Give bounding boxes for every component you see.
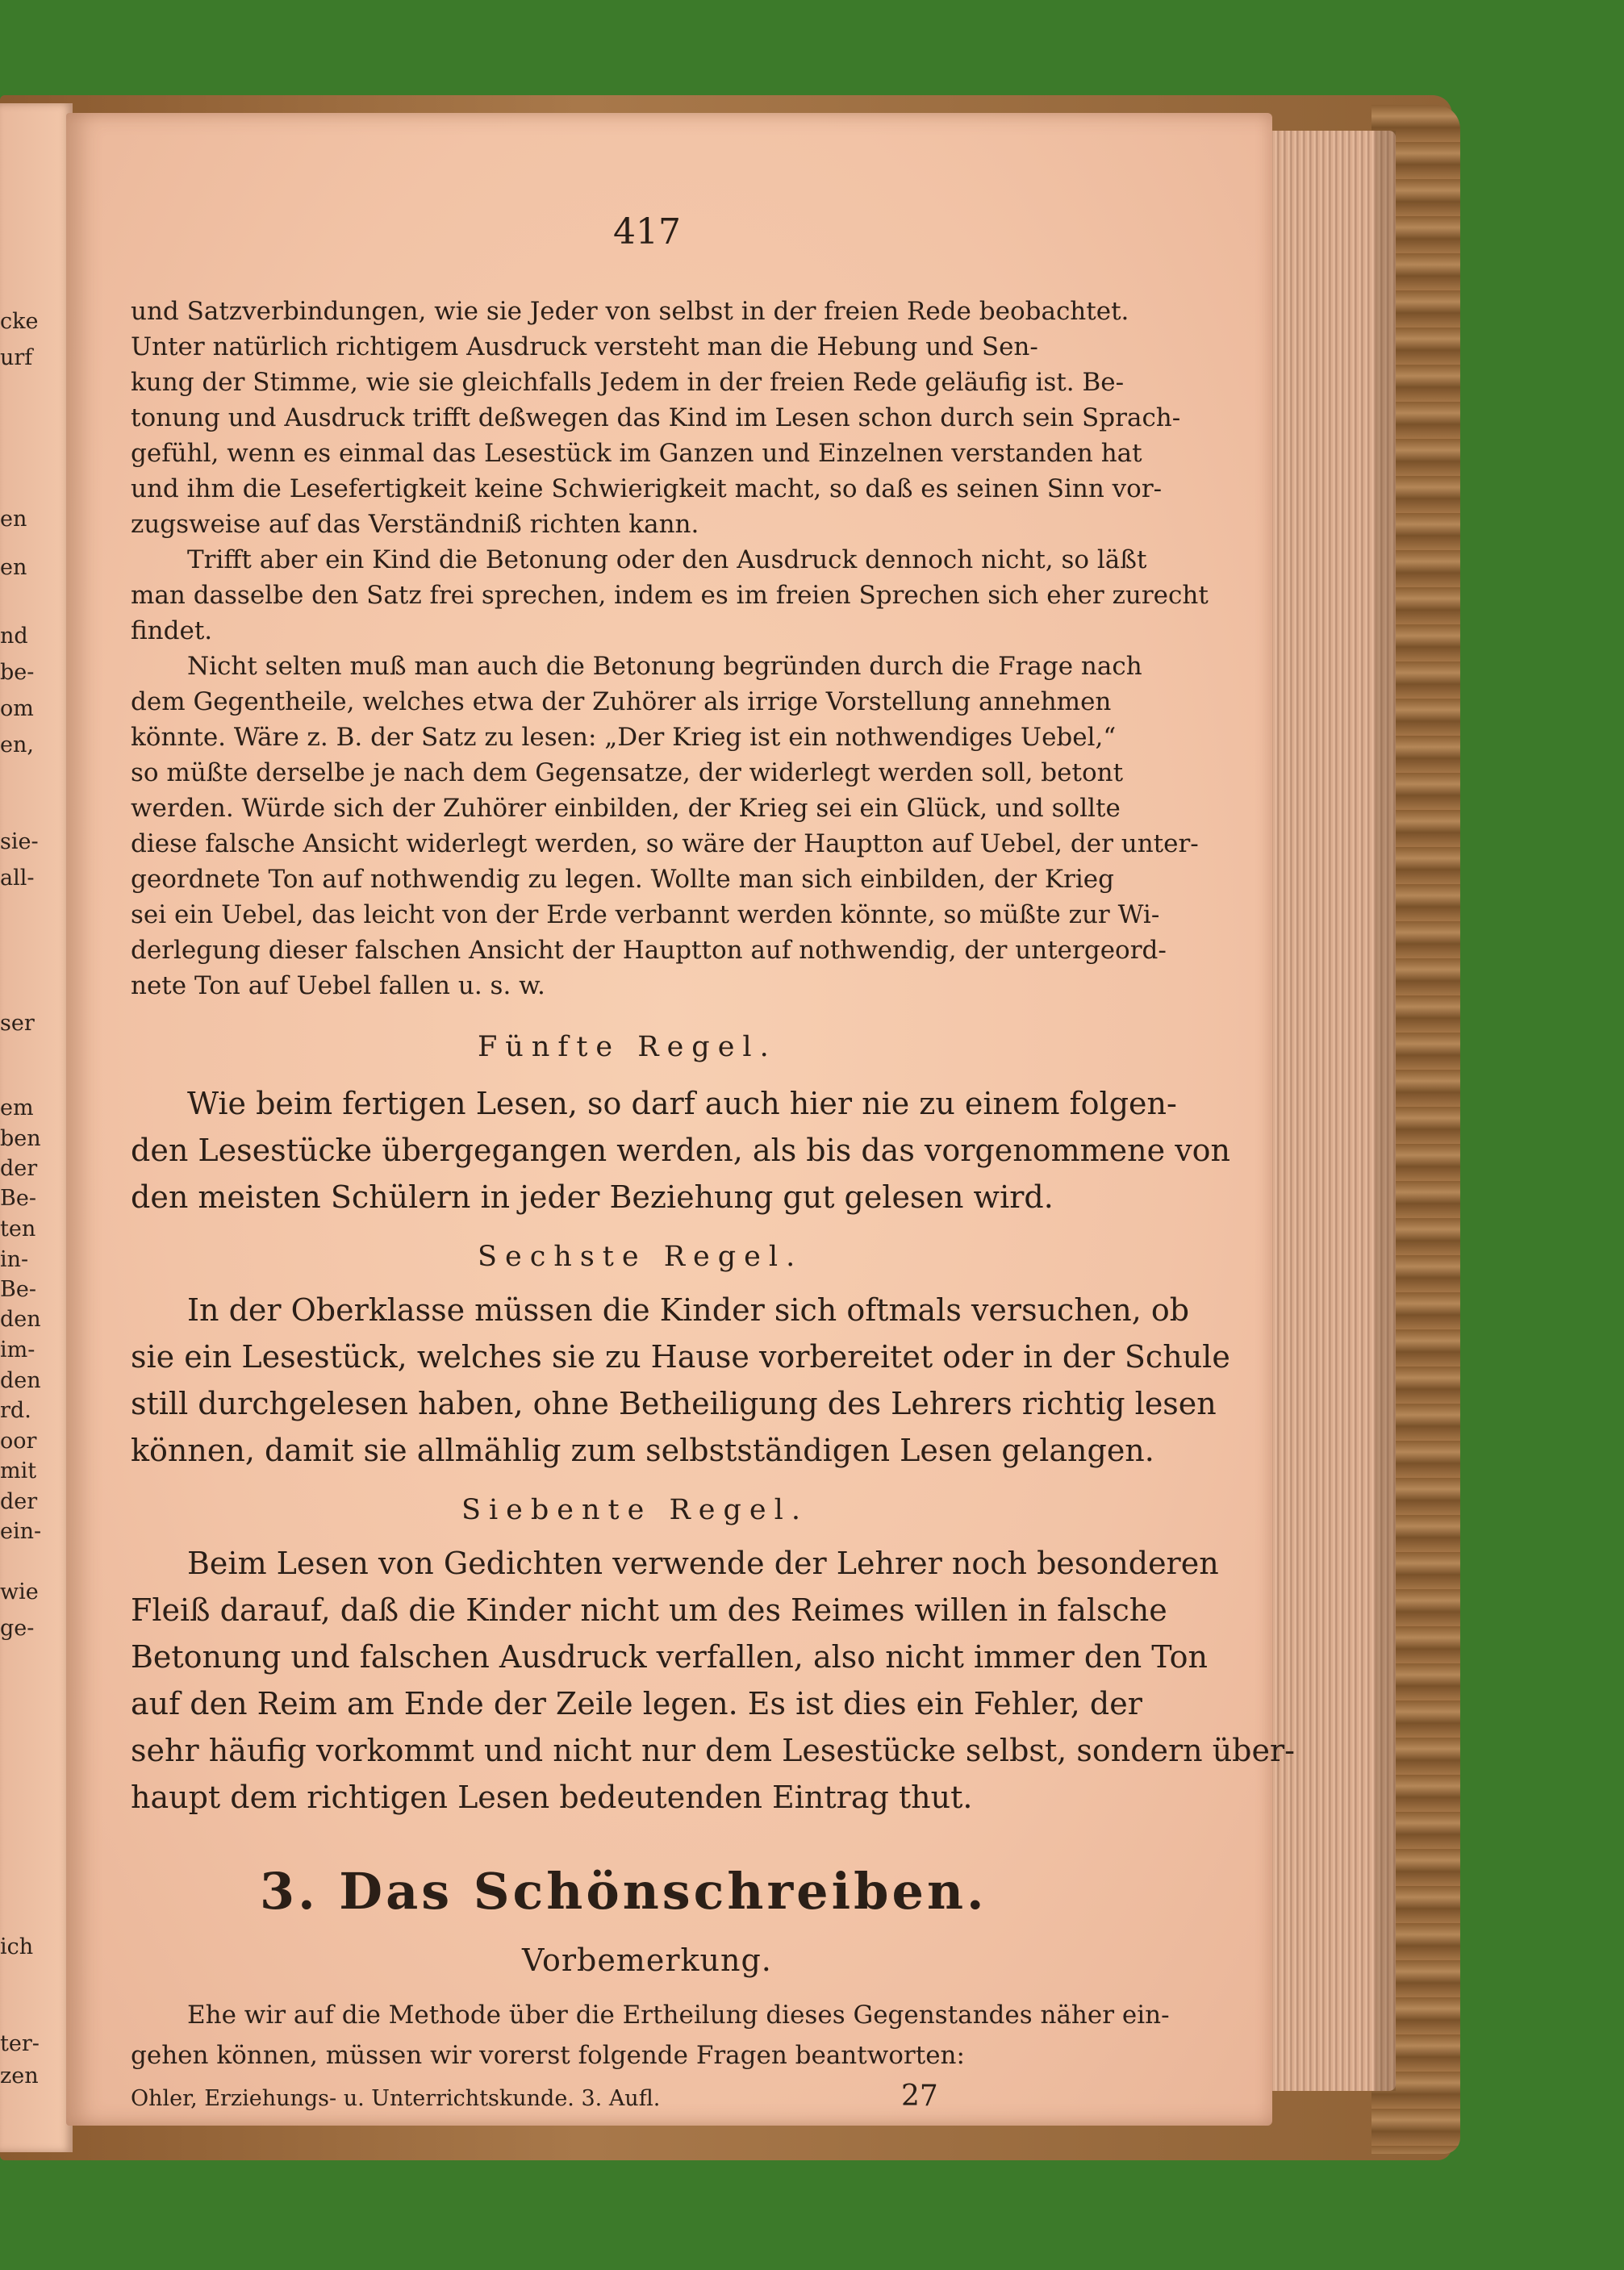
- left-fragment-text: urf: [0, 345, 33, 370]
- left-fragment-text: all-: [0, 866, 35, 891]
- left-fragment-text: ben: [0, 1126, 41, 1151]
- paragraph-line: sei ein Uebel, das leicht von der Erde verbannt werden könnte, so müßte zur Wi-: [131, 900, 1160, 929]
- paragraph-line: Nicht selten muß man auch die Betonung begründen durch die Frage nach: [187, 652, 1142, 681]
- rule-line: haupt dem richtigen Lesen bedeutenden Eintrag thut.: [131, 1780, 973, 1815]
- rule-heading: Sechste Regel.: [478, 1241, 804, 1273]
- paragraph-line: und ihm die Lesefertigkeit keine Schwierigkeit macht, so daß es seinen Sinn vor-: [131, 474, 1163, 503]
- rule-line: Betonung und falschen Ausdruck verfallen, also nicht immer den Ton: [131, 1639, 1209, 1675]
- paragraph-line: man dasselbe den Satz frei sprechen, indem es im freien Sprechen sich eher zurecht: [131, 581, 1209, 610]
- paragraph-line: so müßte derselbe je nach dem Gegensatze, der widerlegt werden soll, betont: [131, 758, 1124, 787]
- page-number: 417: [613, 211, 681, 252]
- section-intro-line: Ehe wir auf die Methode über die Ertheilung dieses Gegenstandes näher ein-: [187, 2001, 1170, 2030]
- spine-shadow: [1376, 131, 1396, 2091]
- paragraph-line: tonung und Ausdruck trifft deßwegen das Kind im Lesen schon durch sein Sprach-: [131, 403, 1181, 432]
- left-fragment-text: be-: [0, 660, 35, 685]
- left-fragment-text: wie: [0, 1579, 39, 1604]
- left-fragment-text: Be-: [0, 1186, 36, 1211]
- rule-line: Beim Lesen von Gedichten verwende der Lehrer noch besonderen: [187, 1546, 1219, 1581]
- page-edges: [1255, 131, 1396, 2091]
- paragraph-line: werden. Würde sich der Zuhörer einbilden, der Krieg sei ein Glück, und sollte: [131, 794, 1121, 823]
- left-fragment-text: sie-: [0, 829, 39, 854]
- left-fragment-text: ten: [0, 1216, 36, 1241]
- left-fragment-text: ich: [0, 1934, 34, 1959]
- paragraph-line: diese falsche Ansicht widerlegt werden, so wäre der Hauptton auf Uebel, der unter-: [131, 829, 1199, 858]
- left-fragment-text: om: [0, 696, 34, 721]
- left-fragment-text: em: [0, 1095, 34, 1120]
- left-fragment-text: ein-: [0, 1519, 42, 1544]
- section-subtitle: Vorbemerkung.: [522, 1942, 772, 1978]
- left-fragment-text: rd.: [0, 1398, 31, 1423]
- paragraph-line: und Satzverbindungen, wie sie Jeder von selbst in der freien Rede beobachtet.: [131, 297, 1129, 326]
- paragraph-line: geordnete Ton auf nothwendig zu legen. Wollte man sich einbilden, der Krieg: [131, 865, 1114, 894]
- paragraph-line: nete Ton auf Uebel fallen u. s. w.: [131, 971, 545, 1000]
- book-page: [66, 113, 1295, 2126]
- rule-line: Fleiß darauf, daß die Kinder nicht um des Reimes willen in falsche: [131, 1592, 1167, 1628]
- paragraph-line: dem Gegentheile, welches etwa der Zuhörer als irrige Vorstellung annehmen: [131, 687, 1112, 716]
- rule-line: auf den Reim am Ende der Zeile legen. Es ist dies ein Fehler, der: [131, 1686, 1142, 1721]
- left-fragment-text: der: [0, 1156, 38, 1181]
- rule-line: den meisten Schülern in jeder Beziehung gut gelesen wird.: [131, 1179, 1054, 1215]
- footer-signature: Ohler, Erziehungs- u. Unterrichtskunde. 3. Aufl.: [131, 2086, 661, 2111]
- paragraph-line: zugsweise auf das Verständniß richten kann.: [131, 510, 699, 539]
- paragraph-line: gefühl, wenn es einmal das Lesestück im Ganzen und Einzelnen verstanden hat: [131, 439, 1142, 468]
- left-fragment-text: den: [0, 1307, 41, 1332]
- left-fragment-text: den: [0, 1368, 41, 1393]
- left-fragment-text: der: [0, 1489, 38, 1514]
- rule-line: können, damit sie allmählig zum selbstständigen Lesen gelangen.: [131, 1433, 1154, 1468]
- footer-sheet-number: 27: [901, 2080, 938, 2113]
- paragraph-line: könnte. Wäre z. B. der Satz zu lesen: „Der Krieg ist ein nothwendiges Uebel,“: [131, 723, 1117, 752]
- left-fragment-text: cke: [0, 309, 39, 334]
- rule-line: sehr häufig vorkommt und nicht nur dem Lesestücke selbst, sondern über-: [131, 1733, 1295, 1768]
- rule-line: Wie beim fertigen Lesen, so darf auch hier nie zu einem folgen-: [187, 1086, 1177, 1121]
- left-fragment-text: Be-: [0, 1277, 36, 1302]
- left-fragment-text: mit: [0, 1458, 37, 1483]
- rule-line: sie ein Lesestück, welches sie zu Hause vorbereitet oder in der Schule: [131, 1339, 1230, 1375]
- left-fragment-text: zen: [0, 2063, 39, 2088]
- left-fragment-text: ge-: [0, 1616, 35, 1641]
- rule-line: In der Oberklasse müssen die Kinder sich oftmals versuchen, ob: [187, 1292, 1190, 1328]
- paragraph-line: derlegung dieser falschen Ansicht der Hauptton auf nothwendig, der untergeord-: [131, 936, 1167, 965]
- rule-line: den Lesestücke übergegangen werden, als bis das vorgenommene von: [131, 1133, 1231, 1168]
- section-intro-line: gehen können, müssen wir vorerst folgende Fragen beantworten:: [131, 2041, 965, 2070]
- rule-heading: Siebente Regel.: [461, 1494, 808, 1526]
- left-fragment-text: in-: [0, 1247, 29, 1272]
- left-fragment-text: oor: [0, 1429, 37, 1454]
- left-fragment-text: en,: [0, 732, 34, 757]
- left-fragment-text: nd: [0, 624, 28, 649]
- paragraph-line: kung der Stimme, wie sie gleichfalls Jedem in der freien Rede geläufig ist. Be-: [131, 368, 1125, 397]
- left-fragment-text: en: [0, 507, 27, 532]
- section-title: 3. Das Schönschreiben.: [260, 1862, 987, 1921]
- left-page-fragment: [0, 103, 73, 2152]
- left-fragment-text: en: [0, 555, 27, 580]
- rule-heading: Fünfte Regel.: [478, 1031, 777, 1063]
- paragraph-line: findet.: [131, 616, 213, 645]
- left-fragment-text: ser: [0, 1011, 35, 1036]
- left-fragment-text: im-: [0, 1337, 35, 1362]
- left-fragment-text: ter-: [0, 2031, 40, 2056]
- rule-line: still durchgelesen haben, ohne Betheiligung des Lehrers richtig lesen: [131, 1386, 1217, 1421]
- paragraph-line: Unter natürlich richtigem Ausdruck versteht man die Hebung und Sen-: [131, 332, 1038, 361]
- paragraph-line: Trifft aber ein Kind die Betonung oder den Ausdruck dennoch nicht, so läßt: [187, 545, 1147, 574]
